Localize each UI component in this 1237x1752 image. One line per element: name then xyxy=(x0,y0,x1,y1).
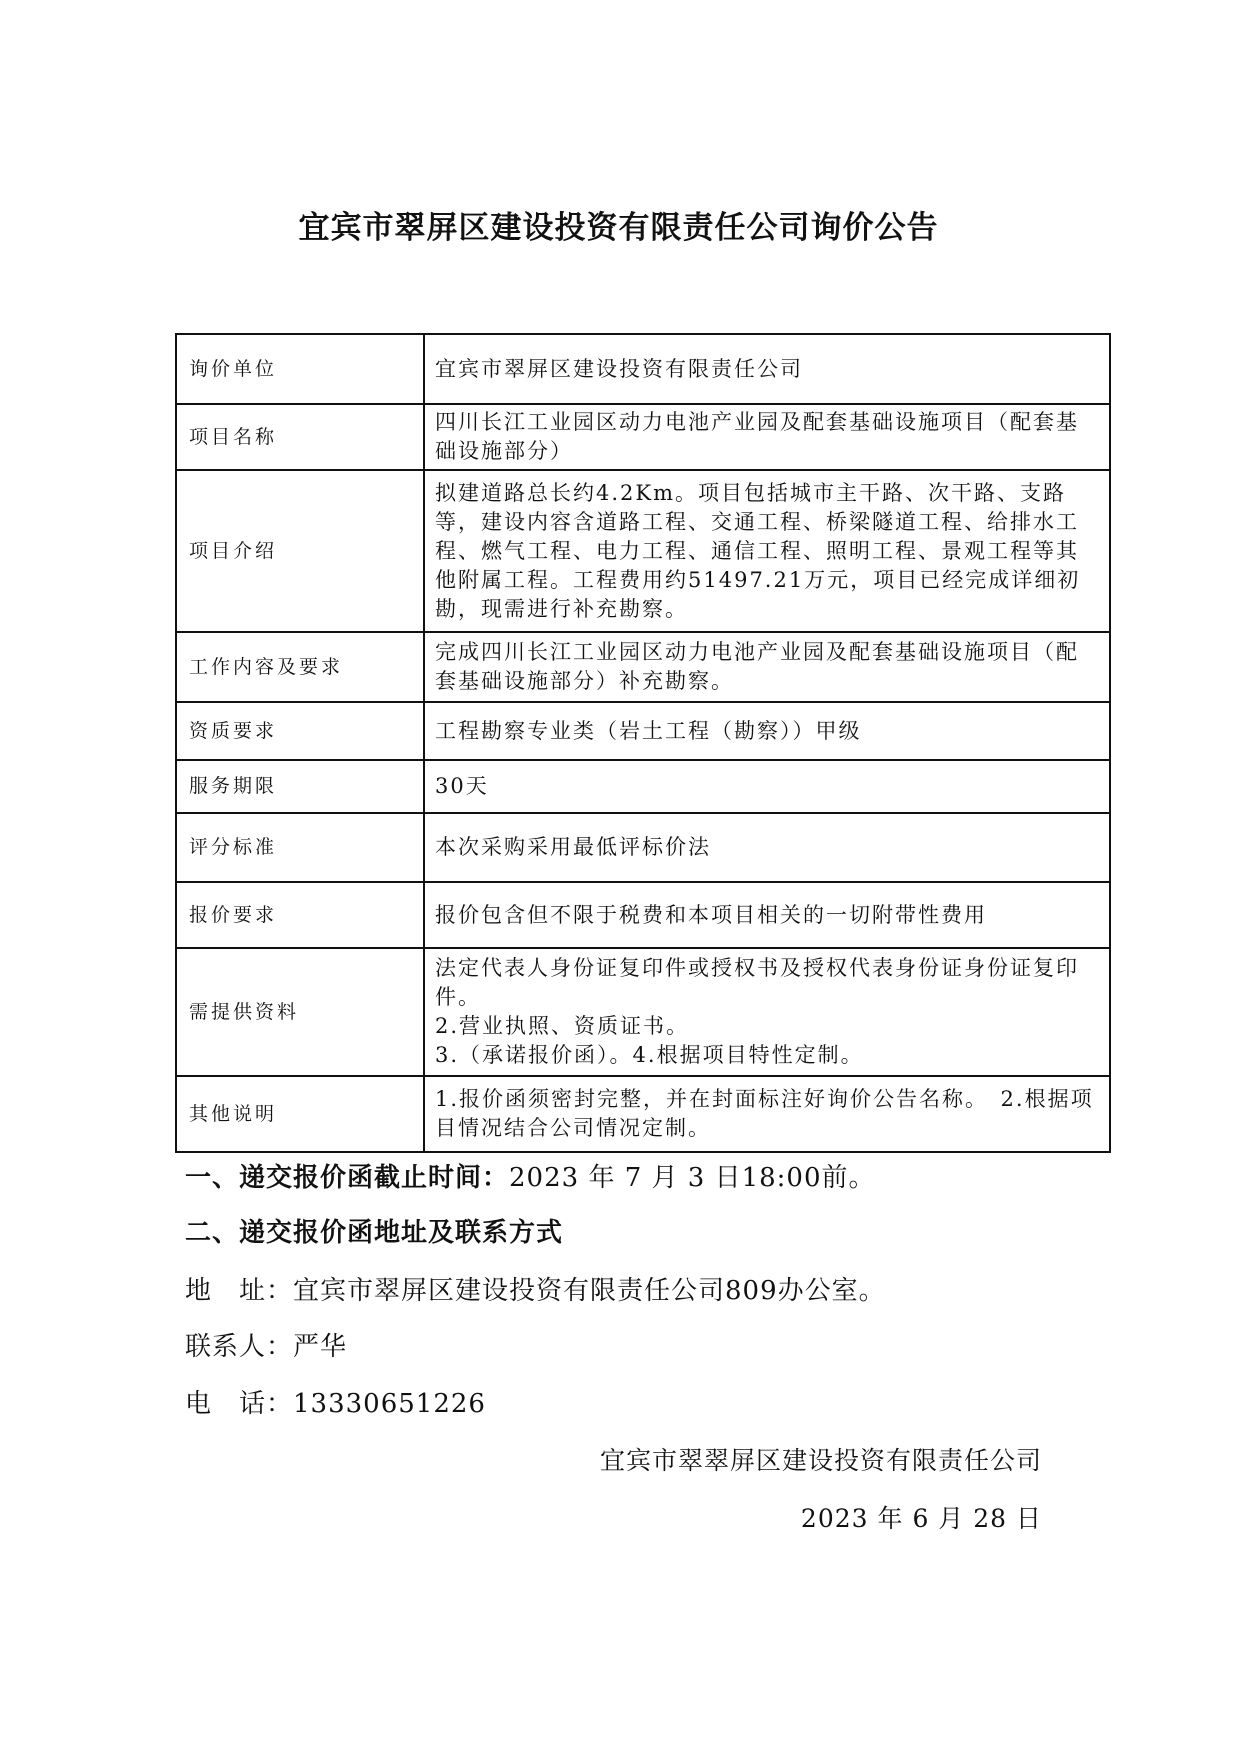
contact-heading: 二、递交报价函地址及联系方式 xyxy=(185,1218,564,1248)
contact-person-label: 联系人： xyxy=(185,1332,294,1362)
row-value: 30天 xyxy=(424,760,1110,813)
row-label: 项目介绍 xyxy=(176,470,424,632)
address-line xyxy=(185,1273,886,1309)
row-label: 需提供资料 xyxy=(176,948,424,1076)
signature-date: 2023 年 6 月 28 日 xyxy=(800,1504,1042,1533)
row-value: 工程勘察专业类（岩土工程（勘察））甲级 xyxy=(424,702,1110,760)
table-row xyxy=(176,334,1110,404)
table-row xyxy=(176,1076,1110,1152)
deadline-heading: 一、递交报价函截止时间： xyxy=(185,1163,510,1193)
phone-line xyxy=(185,1386,486,1422)
page-title: 宜宾市翠屏区建设投资有限责任公司询价公告 xyxy=(298,210,939,246)
row-value-line: 法定代表人身份证复印件或授权书及授权代表身份证身份证复印件。 xyxy=(435,956,1079,1009)
contact-person-value: 严华 xyxy=(293,1332,348,1362)
contact-person-line xyxy=(185,1329,347,1365)
table-row xyxy=(176,948,1110,1076)
row-value-line: 2.营业执照、资质证书。 xyxy=(435,1014,690,1038)
table-row xyxy=(176,470,1110,632)
row-label: 工作内容及要求 xyxy=(176,632,424,702)
table-row xyxy=(176,702,1110,760)
row-value: 本次采购采用最低评标价法 xyxy=(424,813,1110,882)
row-value: 四川长江工业园区动力电池产业园及配套基础设施项目（配套基础设施部分） xyxy=(424,404,1110,470)
table-row xyxy=(176,882,1110,948)
deadline-line xyxy=(185,1160,876,1196)
table-row xyxy=(176,404,1110,470)
row-value: 报价包含但不限于税费和本项目相关的一切附带性费用 xyxy=(424,882,1110,948)
table-row xyxy=(176,632,1110,702)
address-label: 地 址： xyxy=(185,1276,294,1306)
phone-value: 13330651226 xyxy=(293,1389,486,1419)
deadline-value: 2023 年 7 月 3 日18:00前。 xyxy=(509,1163,876,1193)
row-label: 评分标准 xyxy=(176,813,424,882)
row-label: 资质要求 xyxy=(176,702,424,760)
row-value-line: 3.（承诺报价函）。4.根据项目特性定制。 xyxy=(435,1043,864,1067)
row-label: 服务期限 xyxy=(176,760,424,813)
row-value: 宜宾市翠屏区建设投资有限责任公司 xyxy=(424,334,1110,404)
row-label: 项目名称 xyxy=(176,404,424,470)
table-row xyxy=(176,760,1110,813)
signature-company: 宜宾市翠翠屏区建设投资有限责任公司 xyxy=(599,1446,1042,1475)
inquiry-info-table xyxy=(175,333,1111,1153)
row-label: 报价要求 xyxy=(176,882,424,948)
row-value: 1.报价函须密封完整，并在封面标注好询价公告名称。 2.根据项目情况结合公司情况定制。 xyxy=(424,1076,1110,1152)
row-label: 其他说明 xyxy=(176,1076,424,1152)
row-value xyxy=(424,948,1110,1076)
phone-label: 电 话： xyxy=(185,1389,294,1419)
address-value: 宜宾市翠屏区建设投资有限责任公司809办公室。 xyxy=(293,1276,886,1306)
row-value: 完成四川长江工业园区动力电池产业园及配套基础设施项目（配套基础设施部分）补充勘察。 xyxy=(424,632,1110,702)
table-row xyxy=(176,813,1110,882)
row-value: 拟建道路总长约4.2Km。项目包括城市主干路、次干路、支路等，建设内容含道路工程、交通工程、桥梁隧道工程、给排水工程、燃气工程、电力工程、通信工程、照明工程、景观工程等其他附属工程。工程费用约51497.21万元，项目已经完成详细初勘，现需进行补充勘察。 xyxy=(424,470,1110,632)
row-label: 询价单位 xyxy=(176,334,424,404)
